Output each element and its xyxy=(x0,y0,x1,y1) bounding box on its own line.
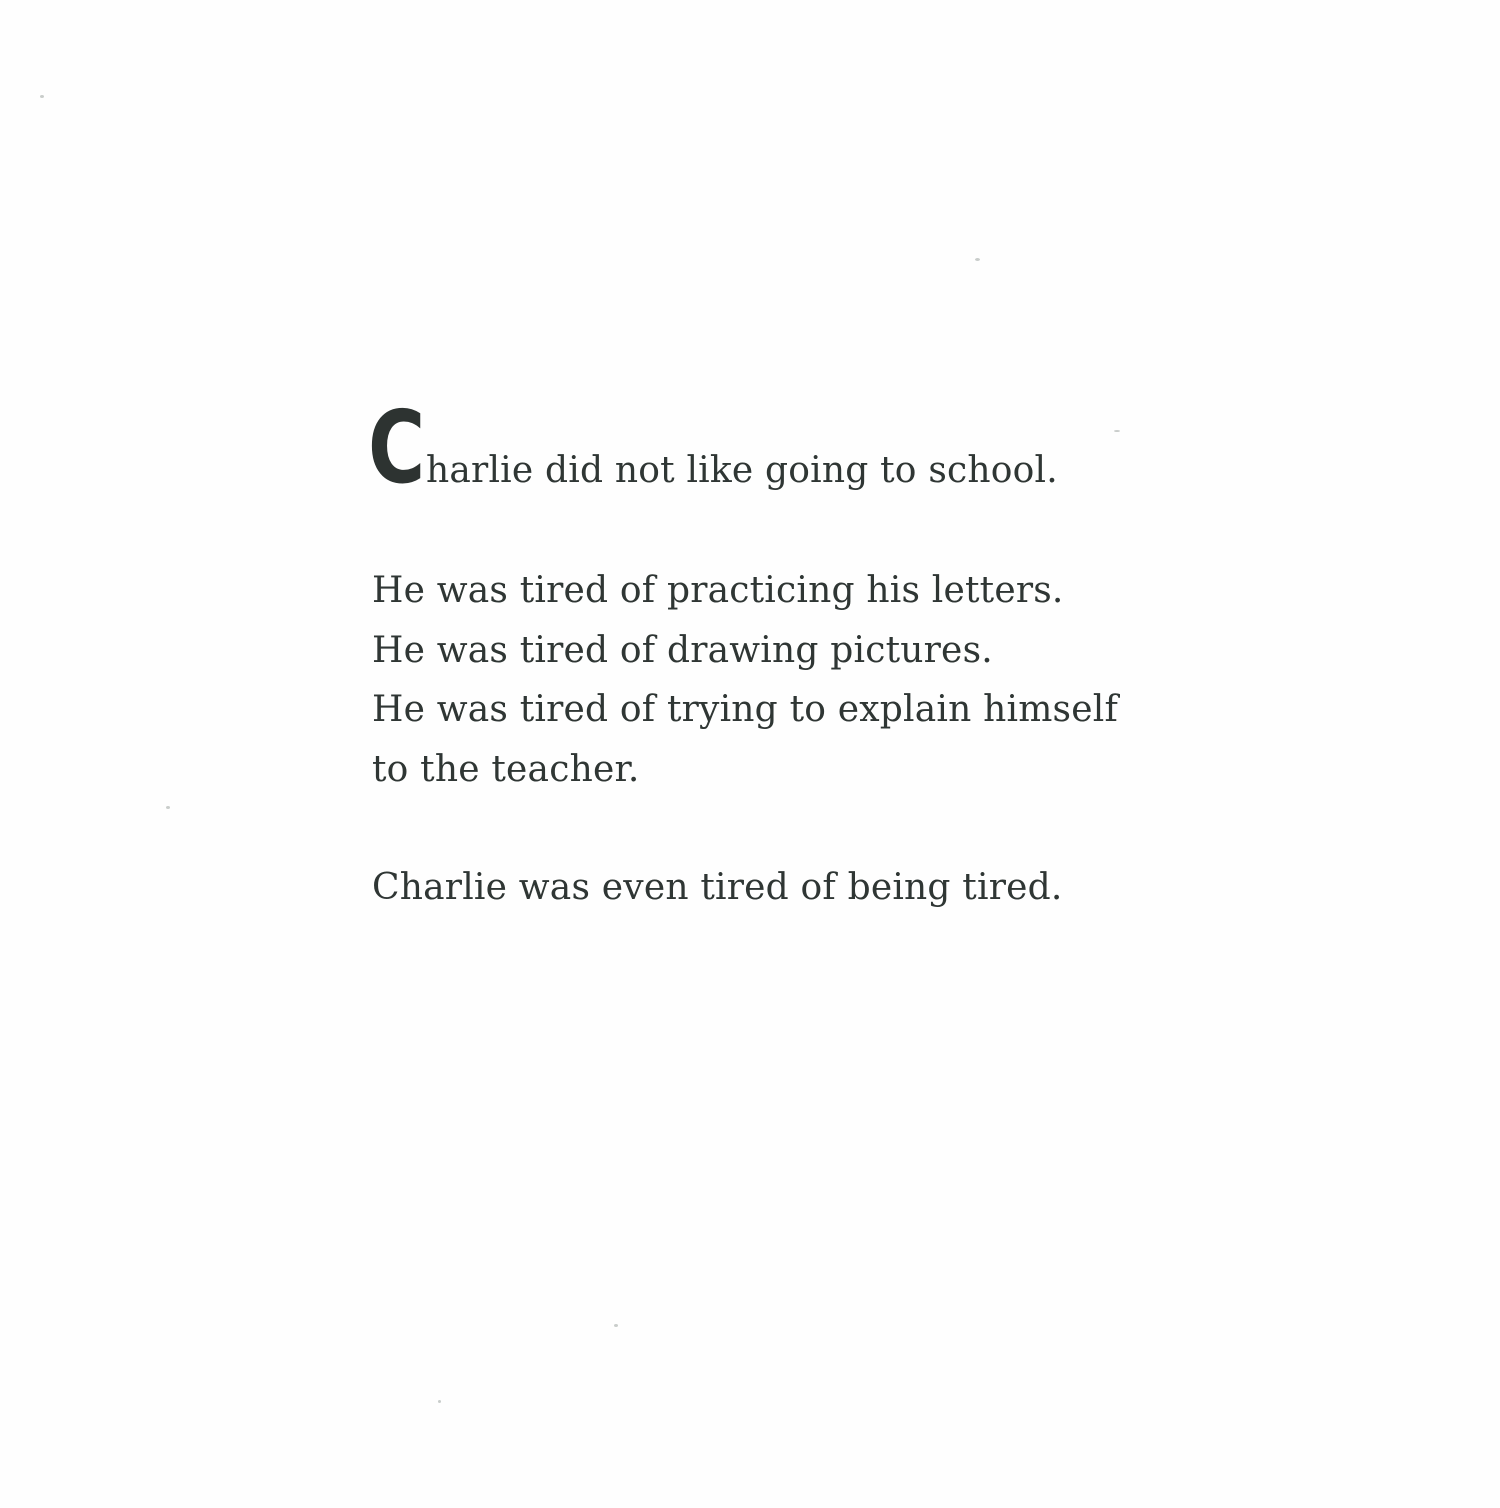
scan-speck xyxy=(438,1400,441,1403)
paragraph-line: Charlie was even tired of being tired. xyxy=(372,867,1063,908)
opening-line-text: harlie did not like going to school. xyxy=(426,450,1058,491)
scan-speck xyxy=(40,95,44,98)
paragraph-line: He was tired of practicing his letters. xyxy=(372,570,1064,611)
paragraph-tired xyxy=(372,561,1192,799)
scan-speck xyxy=(614,1324,618,1327)
paragraph-line: He was tired of drawing pictures. xyxy=(372,629,993,671)
scan-speck xyxy=(166,806,170,809)
paragraph-line: to the teacher. xyxy=(372,748,640,790)
paragraph-line: He was tired of trying to explain himself xyxy=(372,689,1118,730)
paragraph-closing xyxy=(372,858,1192,918)
opening-line xyxy=(368,389,1192,506)
story-text xyxy=(368,389,1192,918)
scan-speck xyxy=(975,258,980,261)
drop-cap: C xyxy=(368,389,426,506)
